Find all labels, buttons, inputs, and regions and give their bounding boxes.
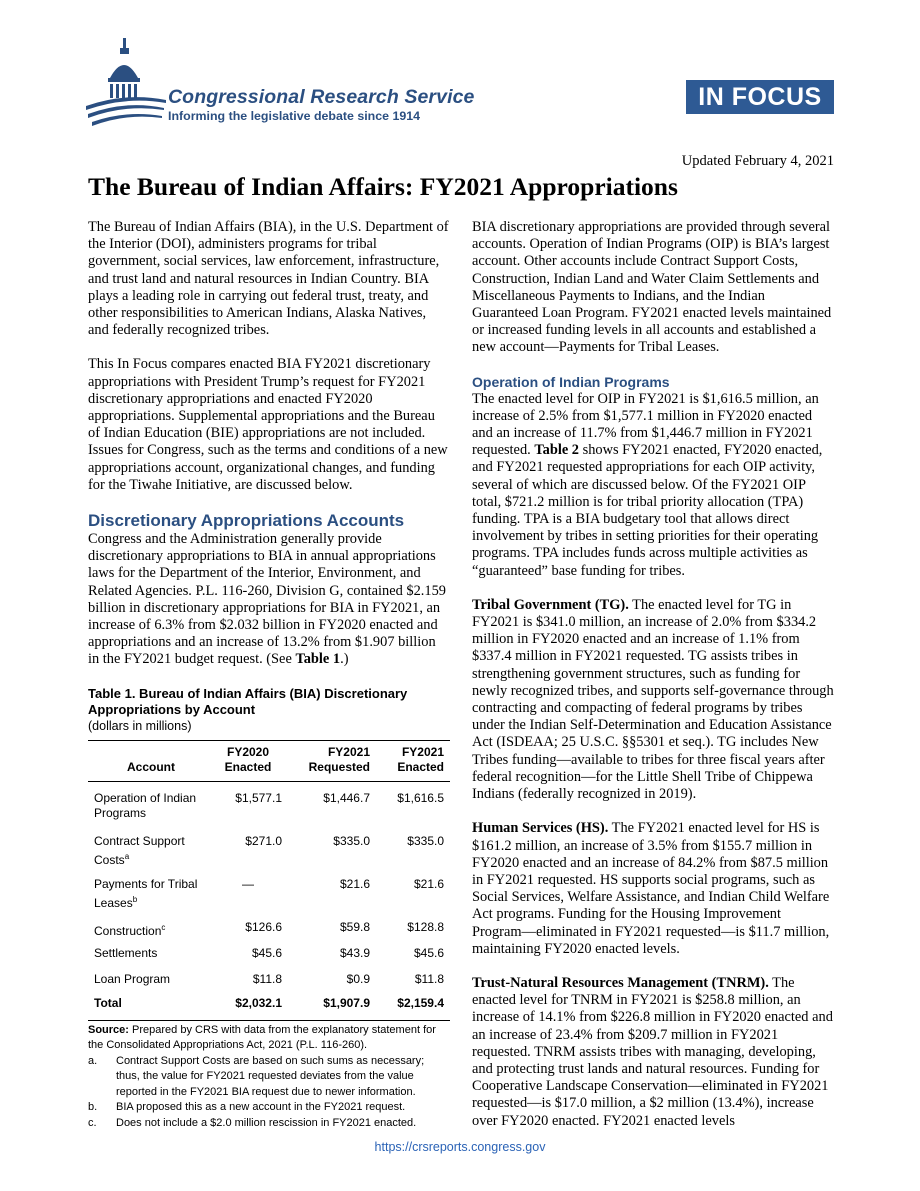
- discretionary-text-end: .): [340, 651, 349, 668]
- table2-link: Table 2: [534, 442, 579, 459]
- section-heading-oip: Operation of Indian Programs: [472, 373, 670, 390]
- cell-fy2021-requested: $335.0: [333, 834, 370, 849]
- account-name: Contract Support Costs: [94, 834, 185, 868]
- cell-fy2020: $271.0: [245, 834, 282, 849]
- cell-total-fy2021-enacted: $2,159.4: [376, 996, 450, 1020]
- cell-account: Loan Program: [94, 972, 171, 987]
- cell-fy2021-enacted: $128.8: [407, 920, 444, 935]
- account-name: Payments for Tribal Leases: [94, 877, 198, 911]
- table-row: [88, 834, 450, 877]
- table-row: [88, 920, 450, 946]
- table-row: [88, 972, 450, 996]
- account-name: Construction: [94, 924, 162, 939]
- cell-account: Settlements: [94, 946, 158, 961]
- note-label: b.: [88, 1101, 98, 1114]
- header-account: Account: [127, 759, 175, 774]
- cell-fy2021-enacted: $335.0: [407, 834, 444, 849]
- page-header: [0, 0, 920, 140]
- tnrm-heading: Trust-Natural Resources Management (TNRM).: [472, 974, 769, 991]
- table-source: [88, 1023, 450, 1054]
- right-column: [472, 219, 834, 1147]
- note-text: Contract Support Costs are based on such sums as necessary; thus, the value for FY2021 requested deviates from the value reported in the FY2021 BIA request due to newer information.: [116, 1054, 425, 1098]
- note-text: Does not include a $2.0 million rescission in FY2021 enacted.: [116, 1116, 417, 1129]
- oip-text: The enacted level for OIP in FY2021 is $1,616.5 million, an increase of 2.5% from $1,577.1 million in FY2020 enacted and an increase of 11.7% from $1,446.7 million in FY2021 requested.: [472, 390, 819, 459]
- left-column: [88, 219, 450, 1131]
- cell-account: [88, 877, 214, 920]
- cell-fy2021-enacted: $21.6: [413, 877, 444, 892]
- header-fy2020: FY2020 Enacted: [224, 744, 272, 774]
- tnrm-paragraph: [472, 975, 834, 1130]
- table-unit: (dollars in millions): [88, 718, 192, 733]
- note-text: BIA proposed this as a new account in the FY2021 request.: [116, 1101, 406, 1114]
- hs-text: The FY2021 enacted level for HS is $161.2 million, an increase of 3.5% from $155.7 million in FY2020 enacted and an increase of 84.2% from $87.5 million in FY2021 requested. HS supports social programs, such as Social Services, Welfare Assistance, and Indian Child Welfare Act programs. Funding for the Housing Improvement Program—eliminated in FY2021 requested—is $11.7 million, maintaining FY2020 enacted levels.: [472, 820, 830, 957]
- cell-fy2021-requested: $1,446.7: [323, 791, 370, 806]
- cell-total-fy2020: $2,032.1: [214, 996, 288, 1020]
- capitol-dome-logo-icon: [86, 38, 166, 128]
- oip-paragraph: [472, 391, 834, 580]
- cell-fy2021-requested: $21.6: [339, 877, 370, 892]
- table-note: [88, 1100, 450, 1116]
- header-fy2021-requested: FY2021 Requested: [308, 744, 370, 774]
- discretionary-paragraph: [88, 531, 450, 669]
- cell-fy2021-requested: $43.9: [339, 946, 370, 961]
- tg-text: The enacted level for TG in FY2021 is $341.0 million, an increase of 2.0% from $334.2 million in FY2020 enacted and an increase of 1.1% from $337.4 million in FY2021 requested. TG assists tribes in strengthening government structures, such as funding for newly recognized tribes, and supports self-governance through contracting and compacting of federal programs by tribes under the Indian Self-Determination and Education Assistance Act (ISDEAA; 25 U.S.C. §§5301 et seq.). TG includes New Tribes funding—available to tribes for three fiscal years after federal recognition—for the Little Shell Tribe of Chippewa Indians (federally recognized in 2019).: [472, 596, 834, 803]
- cell-total-label: Total: [88, 996, 214, 1020]
- cell-account: [88, 834, 214, 877]
- cell-fy2020: $126.6: [245, 920, 282, 935]
- cell-fy2021-enacted: $1,616.5: [397, 791, 444, 806]
- source-label: Source:: [88, 1023, 129, 1036]
- human-services-paragraph: [472, 820, 834, 958]
- table-row: [88, 877, 450, 920]
- in-focus-badge: IN FOCUS: [686, 80, 834, 114]
- table-row: [88, 791, 450, 834]
- discretionary-text: Congress and the Administration generally provide discretionary appropriations to BIA in annual appropriations laws for the Department of the Interior, Environment, and Related Agencies. P.L. 116-260, Division G, contained $2.159 billion in discretionary appropriations for BIA in FY2021, an increase of 6.3% from $2.032 billion in FY2020 enacted and appropriations and an increase of 13.2% from $1.907 billion in the FY2021 budget request. (See: [88, 531, 446, 668]
- table-notes: [88, 1023, 450, 1132]
- scope-paragraph: This In Focus compares enacted BIA FY2021 discretionary appropriations with President Trump’s request for FY2021 discretionary appropriations and enacted FY2020 appropriations. Supplemental appropriations and the Bureau of Indian Education (BIE) appropriations are not included. Issues for Congress, such as the terms and conditions of a new appropriations account, organizational changes, and funding for the Tiwahe Initiative, are discussed below.: [88, 356, 448, 493]
- table1-link: Table 1: [295, 651, 341, 668]
- accounts-paragraph: BIA discretionary appropriations are provided through several accounts. Operation of Indian Programs (OIP) is BIA’s largest account. Other accounts include Contract Support Costs, Construction, Indian Land and Water Claim Settlements and Miscellaneous Payments to Indians, and the Indian Guaranteed Loan Program. FY2021 enacted levels maintained or increased funding levels in all accounts and established a new account—Payments for Tribal Leases.: [472, 219, 832, 356]
- cell-fy2021-enacted: $45.6: [413, 946, 444, 961]
- tg-heading: Tribal Government (TG).: [472, 596, 629, 613]
- cell-fy2020: $1,577.1: [235, 791, 282, 806]
- cell-fy2021-enacted: $11.8: [414, 972, 444, 987]
- note-label: c.: [88, 1116, 97, 1129]
- table-total-row: [88, 996, 450, 1020]
- cell-fy2020: —: [242, 877, 254, 892]
- table-note: [88, 1116, 450, 1132]
- org-tagline: Informing the legislative debate since 1914: [168, 109, 421, 123]
- tnrm-text: The enacted level for TNRM in FY2021 is $258.8 million, an increase of 14.1% from $226.8 million in FY2020 enacted and an increase of 23.4% from $209.7 million in FY2021 requested. TNRM assists tribes with managing, developing, and protecting trust lands and natural resources. Funding for Cooperative Landscape Conservation—eliminated in FY2021 requested—is $17.0 million, a $2 million (13.4%), increase over FY2020 enacted. FY2021 enacted levels: [472, 974, 833, 1129]
- cell-fy2021-requested: $59.8: [339, 920, 370, 935]
- footnote-marker: c: [161, 923, 166, 933]
- footnote-marker: a: [124, 852, 130, 862]
- hs-heading: Human Services (HS).: [472, 820, 609, 837]
- org-name: Congressional Research Service: [168, 86, 475, 108]
- oip-text-cont: shows FY2021 enacted, FY2020 enacted, and FY2021 requested appropriations for each OIP activity, several of which are discussed below. Of the FY2021 OIP total, $721.2 million is for tribal priority allocation (TPA) funding. TPA is a BIA budgetary tool that allows direct involvement by tribes in setting priorities for their operating programs. TPA includes funds across multiple activities as “guaranteed” base funding for tribes.: [472, 442, 823, 579]
- cell-account: Operation of Indian Programs: [94, 791, 197, 821]
- table-caption: Table 1. Bureau of Indian Affairs (BIA) Discretionary Appropriations by Account: [88, 685, 408, 717]
- appropriations-table: [88, 740, 450, 1021]
- intro-paragraph: The Bureau of Indian Affairs (BIA), in the U.S. Department of the Interior (DOI), administers programs for tribal government, social services, law enforcement, infrastructure, and trust land and natural resources in Indian Country. BIA plays a leading role in carrying out federal trust, treaty, and other responsibilities to American Indians, Alaska Natives, and federally recognized tribes.: [88, 219, 449, 339]
- section-heading-discretionary: Discretionary Appropriations Accounts: [88, 511, 405, 531]
- cell-fy2021-requested: $0.9: [346, 972, 370, 987]
- cell-total-fy2021-requested: $1,907.9: [288, 996, 376, 1020]
- footnote-marker: b: [132, 895, 138, 905]
- page-title: The Bureau of Indian Affairs: FY2021 Appropriations: [88, 172, 678, 201]
- table-row: [88, 946, 450, 972]
- note-label: a.: [88, 1054, 98, 1067]
- footer-link[interactable]: https://crsreports.congress.gov: [374, 1140, 546, 1154]
- cell-fy2020: $45.6: [251, 946, 282, 961]
- table-header-row: [88, 740, 450, 781]
- header-fy2021-enacted: FY2021 Enacted: [397, 744, 444, 774]
- source-text: Prepared by CRS with data from the explanatory statement for the Consolidated Appropriations Act, 2021 (P.L. 116-260).: [88, 1023, 436, 1052]
- table-note: [88, 1054, 450, 1101]
- cell-account: [88, 920, 214, 946]
- cell-fy2020: $11.8: [252, 972, 282, 987]
- tribal-government-paragraph: [472, 597, 834, 803]
- updated-date: Updated February 4, 2021: [681, 153, 834, 169]
